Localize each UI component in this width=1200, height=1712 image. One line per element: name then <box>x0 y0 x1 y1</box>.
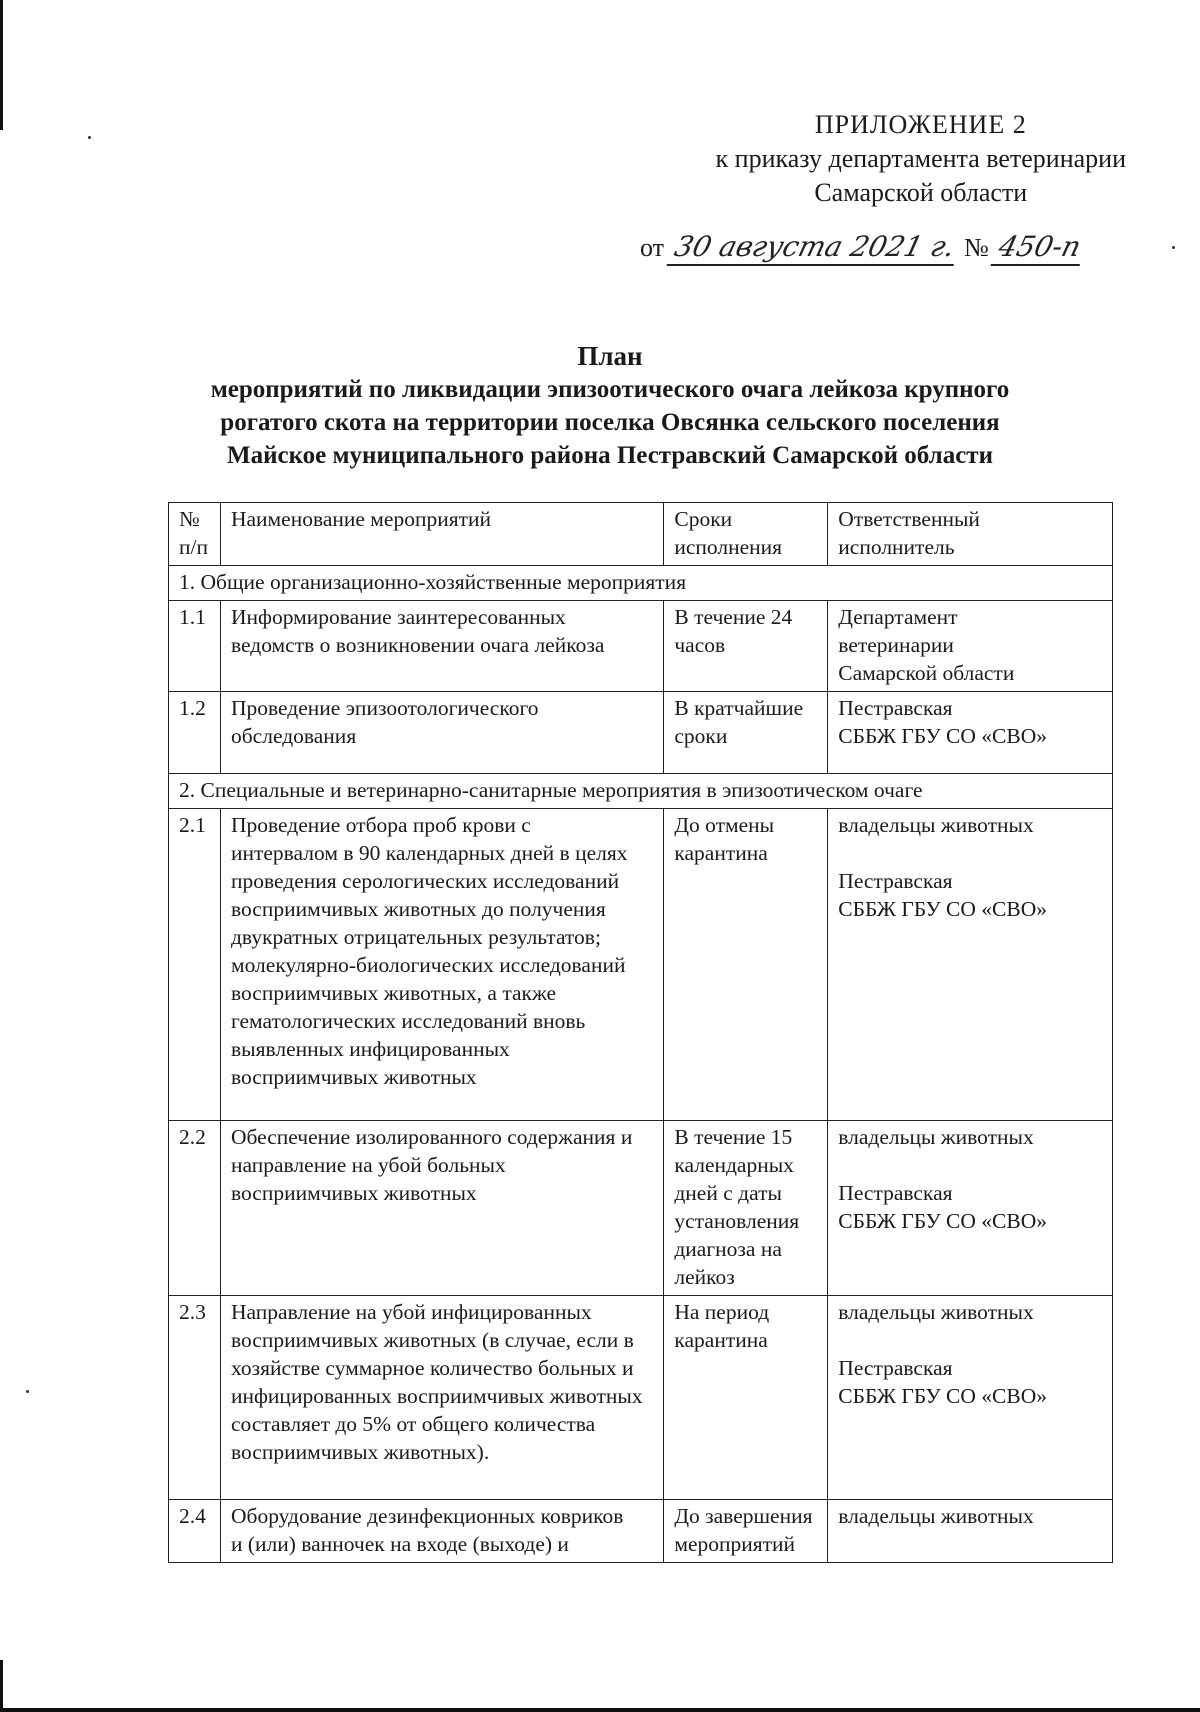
section-title: 1. Общие организационно-хозяйственные мероприятия <box>169 566 1113 601</box>
handwritten-date: 30 августа 2021 г. <box>666 230 962 266</box>
cell-name: Направление на убой инфицированных восприимчивых животных (в случае, если в хозяйстве суммарное количество больных и инфицированных восприимчивых животных составляет до 5% от общего количества восприимчивых животных). <box>220 1296 663 1500</box>
scan-speck <box>1172 246 1175 249</box>
scan-edge-bottom <box>0 1708 1200 1712</box>
cell-responsible: владельцы животных Пестравская СББЖ ГБУ СО «СВО» <box>828 1296 1113 1500</box>
cell-term: На период карантина <box>664 1296 828 1500</box>
section-title: 2. Специальные и ветеринарно-санитарные мероприятия в эпизоотическом очаге <box>169 774 1113 809</box>
table-row <box>169 1500 1113 1563</box>
appendix-order-reference: к приказу департамента ветеринарии <box>715 144 1126 173</box>
plan-subtitle-line: мероприятий по ликвидации эпизоотического очага лейкоза крупного <box>210 376 1010 403</box>
cell-term: В течение 24 часов <box>664 601 828 692</box>
cell-responsible: владельцы животных <box>828 1500 1113 1563</box>
scan-speck <box>26 1390 29 1393</box>
table-row <box>169 601 1113 692</box>
measures-table <box>168 502 1113 1563</box>
header-responsible: Ответственный исполнитель <box>828 503 1113 566</box>
table-header-row <box>169 503 1113 566</box>
table-row <box>169 1121 1113 1296</box>
appendix-title: ПРИЛОЖЕНИЕ 2 <box>814 110 1027 139</box>
cell-name: Проведение отбора проб крови с интервалом в 90 календарных дней в целях проведения серологических исследований восприимчивых животных до получения двукратных отрицательных результатов; молекулярно-биологических исследований восприимчивых животных, а также гематологических исследований вновь выявленных инфицированных восприимчивых животных <box>220 809 663 1121</box>
cell-name: Обеспечение изолированного содержания и направление на убой больных восприимчивых животных <box>220 1121 663 1296</box>
cell-term: До завершения мероприятий <box>664 1500 828 1563</box>
cell-responsible: Департамент ветеринарии Самарской области <box>828 601 1113 692</box>
table-row <box>169 692 1113 774</box>
header-term: Сроки исполнения <box>664 503 828 566</box>
appendix-header <box>716 108 1126 210</box>
table-row <box>169 1296 1113 1500</box>
section-row <box>169 566 1113 601</box>
scan-edge-left-bottom <box>0 1660 3 1712</box>
cell-responsible: владельцы животных Пестравская СББЖ ГБУ СО «СВО» <box>828 1121 1113 1296</box>
section-row <box>169 774 1113 809</box>
cell-term: В кратчайшие сроки <box>664 692 828 774</box>
cell-name: Информирование заинтересованных ведомств о возникновении очага лейкоза <box>220 601 663 692</box>
table-row <box>169 809 1113 1121</box>
appendix-region: Самарской области <box>814 178 1028 207</box>
header-name: Наименование мероприятий <box>220 503 663 566</box>
cell-num: 1.1 <box>169 601 221 692</box>
cell-num: 2.2 <box>169 1121 221 1296</box>
cell-term: До отмены карантина <box>664 809 828 1121</box>
order-date-number-line <box>640 230 1084 266</box>
plan-subtitle-line: рогатого скота на территории поселка Овсянка сельского поселения <box>220 409 1000 436</box>
scan-speck <box>88 136 91 139</box>
plan-title: План <box>577 341 643 371</box>
plan-subtitle-line: Майское муниципального района Пестравский Самарской области <box>226 442 993 469</box>
cell-term: В течение 15 календарных дней с даты установления диагноза на лейкоз <box>664 1121 828 1296</box>
cell-num: 2.4 <box>169 1500 221 1563</box>
cell-num: 2.1 <box>169 809 221 1121</box>
cell-num: 1.2 <box>169 692 221 774</box>
plan-title-block <box>120 340 1100 472</box>
cell-responsible: владельцы животных Пестравская СББЖ ГБУ СО «СВО» <box>828 809 1113 1121</box>
handwritten-number: 450-п <box>991 230 1089 266</box>
header-num: № п/п <box>169 503 221 566</box>
scan-edge-left-top <box>0 0 3 130</box>
cell-name: Проведение эпизоотологического обследования <box>220 692 663 774</box>
number-prefix: № <box>963 233 989 262</box>
cell-num: 2.3 <box>169 1296 221 1500</box>
cell-responsible: Пестравская СББЖ ГБУ СО «СВО» <box>828 692 1113 774</box>
date-prefix: от <box>640 233 665 262</box>
cell-name: Оборудование дезинфекционных ковриков и (или) ванночек на входе (выходе) и <box>220 1500 663 1563</box>
